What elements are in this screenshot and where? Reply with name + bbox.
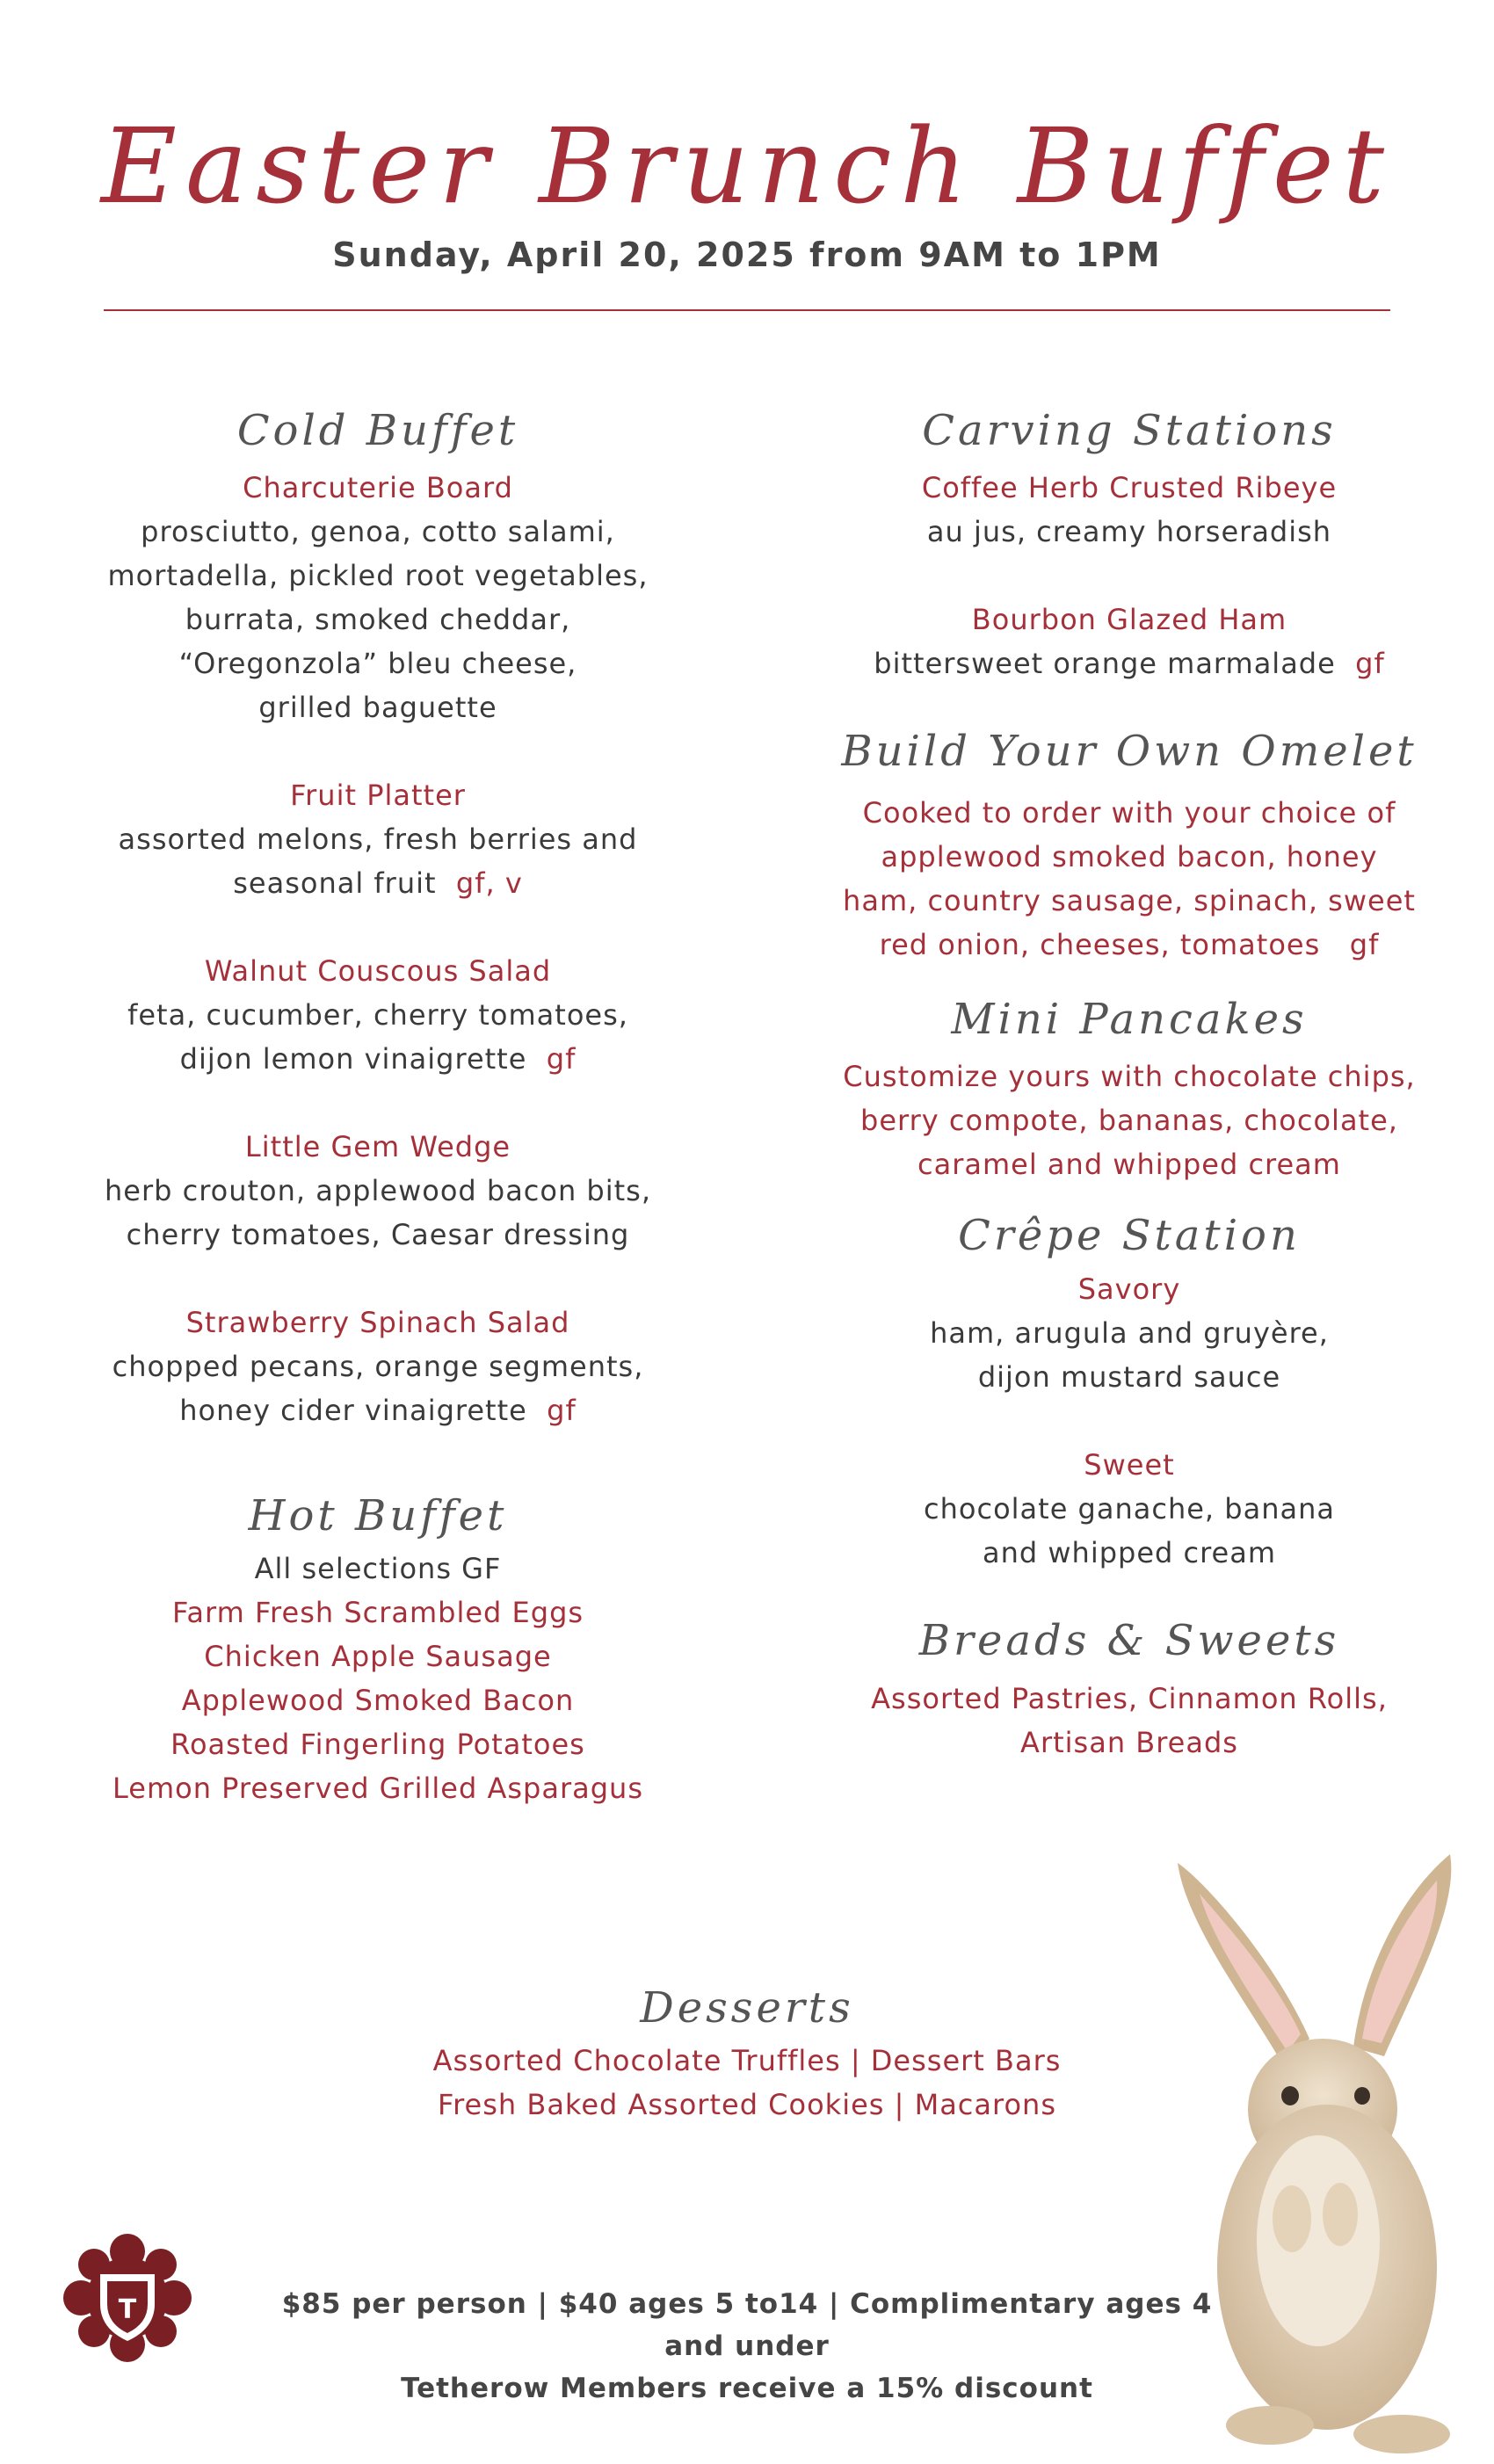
pancake-desc: Customize yours with chocolate chips, [843,1060,1416,1093]
hot-item: Farm Fresh Scrambled Eggs [171,1596,584,1629]
item-desc: and whipped cream [982,1536,1277,1569]
omelet-desc: applewood smoked bacon, honey [881,840,1378,873]
dietary-tag: gf [547,1394,577,1427]
item-name: Charcuterie Board [243,471,513,504]
menu-item-sweet-crepe [813,1443,1446,1575]
item-desc: seasonal fruit [233,866,437,900]
section-title-mini-pancakes: Mini Pancakes [951,995,1308,1044]
pricing-line: $85 per person | $40 ages 5 to14 | Complimentary ages 4 and under [281,2288,1213,2362]
item-desc: ham, arugula and gruyère, [930,1316,1329,1350]
hot-buffet-note: All selections GF [254,1552,502,1585]
item-desc: assorted melons, fresh berries and [118,823,638,856]
pricing-footer [264,2283,1230,2410]
dietary-tag: gf [1349,928,1380,961]
left-column [83,395,672,1810]
section-title-carving-stations: Carving Stations [922,406,1337,455]
hot-item: Lemon Preserved Grilled Asparagus [112,1772,643,1805]
item-desc: dijon lemon vinaigrette [179,1042,527,1076]
pancake-desc: caramel and whipped cream [917,1148,1341,1181]
pancake-desc: berry compote, bananas, chocolate, [860,1104,1398,1137]
logo-letter: T [118,2294,137,2325]
omelet-desc: Cooked to order with your choice of [862,796,1396,830]
item-name: Strawberry Spinach Salad [185,1306,570,1339]
dietary-tag: gf, v [455,866,523,900]
dessert-line: Assorted Chocolate Truffles | Dessert Bars [432,2044,1062,2077]
item-desc: chopped pecans, orange segments, [112,1350,644,1383]
tetherow-logo-icon [62,2232,193,2364]
section-title-crepe-station: Crêpe Station [958,1211,1301,1260]
menu-item-glazed-ham [813,598,1446,685]
menu-item-charcuterie [83,466,672,729]
item-name: Sweet [1084,1448,1175,1482]
menu-item-spinach-salad [83,1301,672,1432]
menu-item-couscous-salad [83,949,672,1081]
item-desc: grilled baguette [258,691,497,724]
omelet-desc: ham, country sausage, spinach, sweet [843,884,1416,917]
header-divider [104,309,1390,311]
item-desc: feta, cucumber, cherry tomatoes, [127,998,628,1032]
right-column [813,395,1446,1765]
item-desc: herb crouton, applewood bacon bits, [104,1174,652,1207]
item-desc: chocolate ganache, banana [924,1492,1335,1526]
item-desc: prosciutto, genoa, cotto salami, [141,515,615,548]
item-desc: cherry tomatoes, Caesar dressing [126,1218,630,1251]
item-name: Bourbon Glazed Ham [971,603,1287,636]
menu-item-fruit-platter [83,773,672,905]
item-name: Savory [1077,1272,1181,1306]
section-title-omelet: Build Your Own Omelet [841,727,1418,776]
menu-item-little-gem-wedge [83,1125,672,1257]
item-desc: bittersweet orange marmalade [874,647,1336,680]
breads-desc: Assorted Pastries, Cinnamon Rolls, [871,1682,1388,1715]
item-name: Walnut Couscous Salad [204,954,552,988]
breads-desc: Artisan Breads [1020,1726,1238,1759]
item-name: Fruit Platter [290,779,466,812]
item-desc: honey cider vinaigrette [179,1394,527,1427]
dietary-tag: gf [1355,647,1385,680]
section-title-desserts: Desserts [640,1983,854,2033]
dietary-tag: gf [546,1042,577,1076]
item-name: Coffee Herb Crusted Ribeye [921,471,1338,504]
menu-title: Easter Brunch Buffet [100,105,1394,227]
member-discount: Tetherow Members receive a 15% discount [401,2373,1093,2404]
hot-item: Chicken Apple Sausage [204,1640,552,1673]
item-name: Little Gem Wedge [244,1130,511,1163]
hot-item: Roasted Fingerling Potatoes [170,1728,585,1761]
item-desc: dijon mustard sauce [977,1360,1281,1394]
item-desc: mortadella, pickled root vegetables, [107,559,649,592]
menu-item-savory-crepe [813,1267,1446,1399]
easter-bunny-illustration [1151,1828,1494,2460]
menu-item-ribeye [813,466,1446,554]
hot-item: Applewood Smoked Bacon [181,1684,575,1717]
section-title-breads-sweets: Breads & Sweets [918,1616,1340,1665]
menu-date: Sunday, April 20, 2025 from 9AM to 1PM [332,236,1162,274]
omelet-desc: red onion, cheeses, tomatoes [879,928,1321,961]
item-desc: au jus, creamy horseradish [926,515,1332,548]
item-desc: “Oregonzola” bleu cheese, [178,647,577,680]
item-desc: burrata, smoked cheddar, [185,603,571,636]
section-title-cold-buffet: Cold Buffet [236,406,519,455]
dessert-line: Fresh Baked Assorted Cookies | Macarons [438,2088,1056,2121]
section-title-hot-buffet: Hot Buffet [248,1491,508,1540]
